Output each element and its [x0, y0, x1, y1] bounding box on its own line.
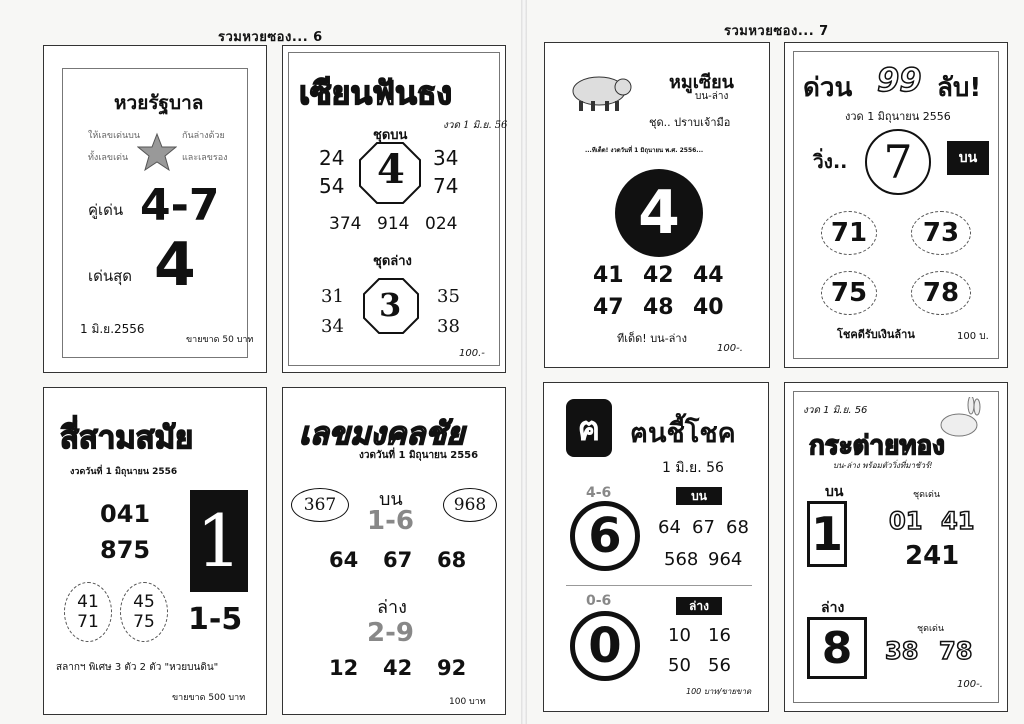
row-number: 41 [593, 263, 624, 288]
left-page-title: รวมหวยซอง... 6 [218, 30, 323, 45]
upper-range: 4-6 [586, 485, 612, 501]
card-title: เซียนฟันธง [299, 74, 452, 112]
run-label: วิ่ง.. [813, 151, 848, 173]
lower-tag: ล่าง [676, 597, 722, 615]
lower-right-num: 35 [437, 286, 460, 307]
ring-pair [64, 582, 112, 642]
upper-pair: 1-6 [367, 506, 414, 536]
card-kratai-thong [784, 382, 1008, 712]
card-title: สี่สามสมัย [60, 420, 194, 456]
lower-number: 10 [668, 625, 691, 646]
lower-number: 56 [708, 655, 731, 676]
upper-right-num: 34 [433, 146, 459, 170]
card-lek-mongkhon-chai [282, 387, 506, 715]
text-line: ทั้งเลขเด่น [88, 153, 129, 163]
triple-num: 374 [329, 214, 362, 234]
ring-number: 73 [911, 211, 971, 255]
card-title: หมูเซียน [669, 72, 734, 93]
set-label: ชุดเด่น [917, 624, 945, 634]
row-number: 47 [593, 295, 624, 320]
upper-number: 68 [726, 517, 749, 538]
lower-left-num: 31 [321, 286, 344, 307]
lower-number: 78 [939, 637, 973, 665]
lower-number: 12 [329, 656, 359, 680]
ring-number: 78 [911, 271, 971, 315]
upper-set-label: ชุดบน [373, 128, 408, 143]
card-subtitle: บน-ล่าง พร้อมตัววิ่งที่มาชัวร์! [833, 461, 933, 470]
lower-number: 16 [708, 625, 731, 646]
upper-main-number: 1 [810, 507, 843, 561]
upper-triple: 241 [905, 541, 960, 571]
main-number: 7 [883, 135, 913, 189]
date-text: 1 มิ.ย. 56 [662, 460, 724, 476]
footer-text: ทีเด็ด! บน-ล่าง [617, 332, 687, 345]
oval-number: 968 [443, 488, 497, 522]
top-label: เด่นสุด [88, 267, 133, 285]
lower-main-box [807, 617, 867, 679]
logo-badge [566, 399, 612, 457]
upper-right-num: 74 [433, 174, 459, 198]
upper-label: บน [379, 489, 403, 510]
lower-label: ล่าง [821, 600, 845, 616]
lower-number: 50 [668, 655, 691, 676]
lower-main-number: 0 [588, 618, 622, 674]
ring-number: 45 [133, 592, 155, 612]
pair-value: 1-5 [188, 602, 243, 637]
upper-main-number: 4 [377, 146, 405, 193]
ring-number: 41 [77, 592, 99, 612]
card-duan-99-lap [784, 42, 1008, 368]
main-number-ring [865, 129, 931, 195]
price-text: ขายขาด 500 บาท [172, 693, 246, 703]
number: 875 [100, 536, 151, 564]
triple-num: 914 [377, 214, 410, 234]
row-number: 48 [643, 295, 674, 320]
triple-num: 024 [425, 214, 458, 234]
card-title-b: 99 [877, 61, 922, 99]
text-line: กันล่างด้วย [182, 131, 225, 141]
main-number: 4 [638, 178, 680, 248]
card-title: กระต่ายทอง [809, 431, 945, 461]
footer-text: โชคดีรับเงินล้าน [837, 328, 915, 341]
draw-text: งวด 1 มิถุนายน 2556 [845, 110, 951, 123]
star-icon [137, 132, 177, 172]
card-title: ฅนชี้โชค [630, 418, 736, 449]
card-si-sam-samai [43, 387, 267, 715]
price-text: 100.- [459, 348, 485, 359]
upper-number: 68 [437, 548, 467, 572]
upper-main-box [807, 501, 847, 567]
divider [566, 585, 752, 586]
draw-text: งวดวันที่ 1 มิถุนายน 2556 [70, 467, 178, 477]
upper-label: บน [825, 484, 844, 500]
lower-right-num: 38 [437, 316, 460, 337]
card-title-a: ด่วน [803, 73, 853, 103]
ring-number: 71 [821, 211, 877, 255]
highlight-block [190, 490, 248, 592]
upper-number: 568 [664, 549, 699, 570]
upper-number: 01 [889, 507, 923, 535]
row-number: 44 [693, 263, 724, 288]
text-line: ให้เลขเด่นบน [88, 131, 141, 141]
price-text: 100-. [717, 343, 743, 354]
lower-main-number: 8 [821, 622, 853, 674]
footer-text: สลากฯ พิเศษ 3 ตัว 2 ตัว "หวยบนดิน" [56, 662, 219, 673]
set-line: ชุด.. ปราบเจ้ามือ [649, 116, 731, 129]
ring-number: 75 [133, 612, 155, 632]
ring-number: 71 [77, 612, 99, 632]
upper-number: 41 [941, 507, 975, 535]
right-page-title: รวมหวยซอง... 7 [724, 24, 829, 39]
draw-text: งวดวันที่ 1 มิถุนายน 2556 [359, 450, 479, 461]
upper-number: 67 [383, 548, 413, 572]
card-title: เลขมงคลชัย [299, 416, 465, 452]
lower-number: 92 [437, 656, 467, 680]
text-line: และเลขรอง [182, 153, 228, 163]
card-mu-sian [544, 42, 770, 368]
oval-number: 367 [291, 488, 349, 522]
price-text: ขายขาด 50 บาท [186, 335, 254, 345]
card-subtitle: บน-ล่าง [695, 91, 729, 102]
card-sian-fanthong [282, 45, 506, 373]
row-number: 40 [693, 295, 724, 320]
big-number: 1 [196, 499, 242, 583]
upper-number: 64 [658, 517, 681, 538]
lower-number: 42 [383, 656, 413, 680]
lower-range: 0-6 [586, 593, 612, 609]
logo-letter: ฅ [577, 409, 601, 449]
lower-pair: 2-9 [367, 618, 414, 648]
set-label: ชุดเด่น [913, 490, 941, 500]
date-text: 1 มิ.ย.2556 [80, 322, 145, 336]
lower-set-label: ชุดล่าง [373, 254, 412, 269]
upper-tag: บน [676, 487, 722, 505]
page-fold [521, 0, 527, 724]
upper-number: 964 [708, 549, 743, 570]
upper-main-number: 6 [588, 508, 622, 564]
lower-number: 38 [885, 637, 919, 665]
draw-text: ...ทีเด็ด! งวดวันที่ 1 มิถุนายน พ.ศ. 2556... [585, 147, 704, 154]
main-number-disc [615, 169, 703, 257]
draw-text: งวด 1 มิ.ย. 56 [803, 405, 868, 416]
upper-number: 64 [329, 548, 359, 572]
card-title: หวยรัฐบาล [114, 92, 204, 114]
top-value: 4 [154, 230, 196, 300]
card-title-c: ลับ! [937, 73, 982, 103]
lower-left-num: 34 [321, 316, 344, 337]
draw-text: งวด 1 มิ.ย. 56 [443, 120, 508, 131]
row-number: 42 [643, 263, 674, 288]
pig-icon [565, 69, 635, 117]
price-text: 100 บาท [449, 697, 486, 707]
lower-main-ring [570, 611, 640, 681]
pair-label: คู่เด่น [88, 201, 124, 219]
ring-number: 75 [821, 271, 877, 315]
ring-pair [120, 582, 168, 642]
number: 041 [100, 500, 151, 528]
price-text: 100 บาท/ขายขาด [686, 687, 752, 696]
price-text: 100-. [957, 679, 983, 690]
pair-value: 4-7 [140, 180, 220, 231]
card-khon-chi-chok [543, 382, 769, 712]
upper-tag: บน [947, 141, 989, 175]
upper-left-num: 24 [319, 146, 345, 170]
lower-main-number: 3 [379, 286, 402, 324]
upper-left-num: 54 [319, 174, 345, 198]
card-huay-ratthaban [43, 45, 267, 373]
price-text: 100 บ. [957, 331, 989, 342]
lower-label: ล่าง [377, 597, 407, 618]
upper-number: 67 [692, 517, 715, 538]
upper-main-ring [570, 501, 640, 571]
